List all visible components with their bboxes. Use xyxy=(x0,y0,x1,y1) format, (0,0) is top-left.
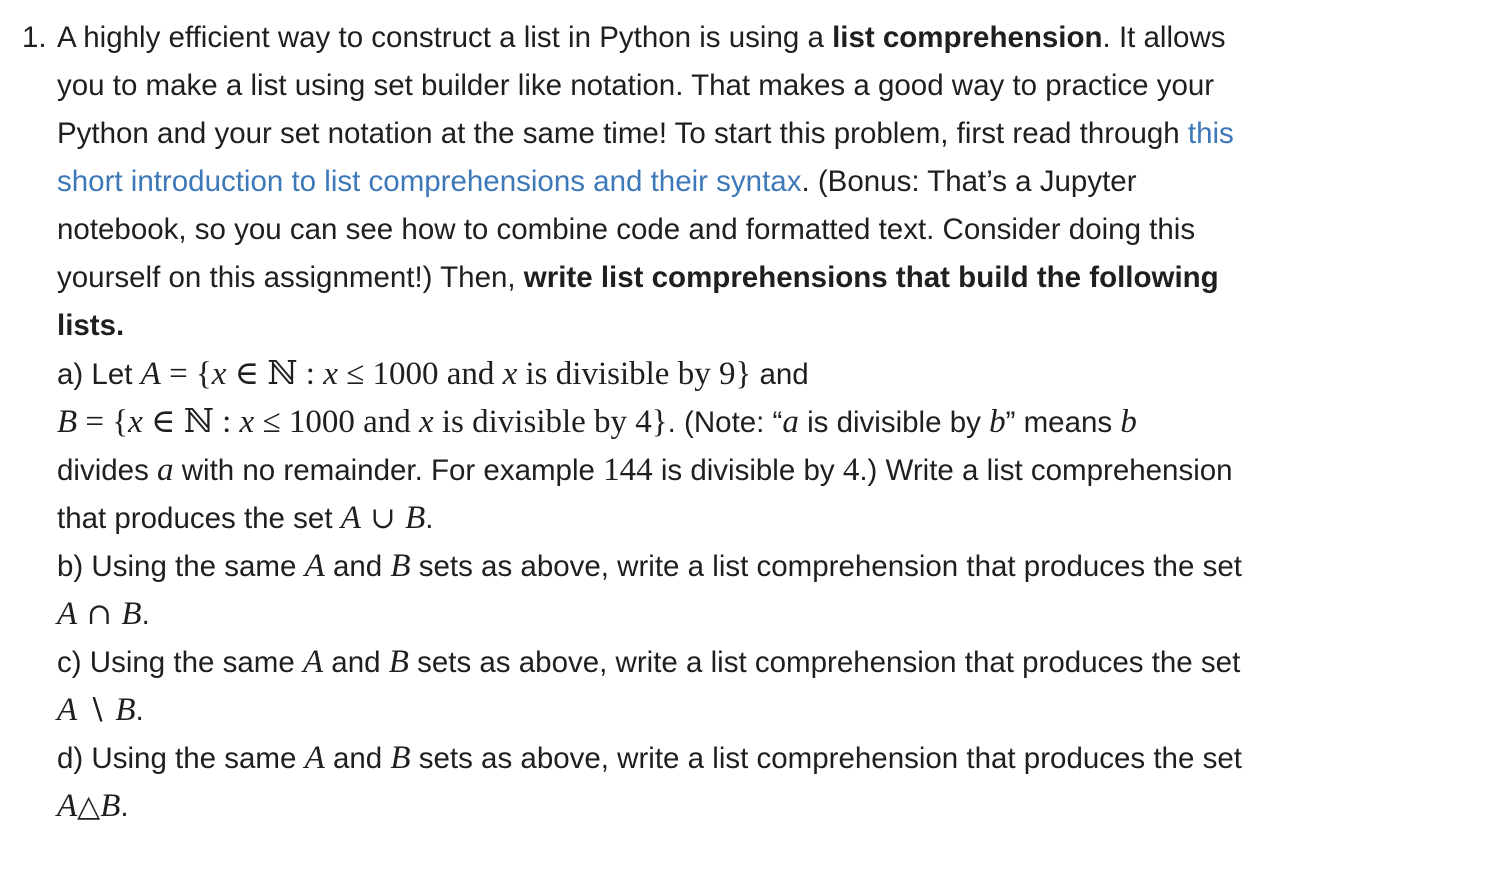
math-text: = { xyxy=(77,404,129,440)
part-a-label: a) Let xyxy=(57,358,141,391)
intro-link[interactable]: this xyxy=(1187,117,1234,150)
part-a-text: and xyxy=(751,358,809,391)
part-a-text: divides xyxy=(57,454,158,487)
math-set-b: B xyxy=(405,500,426,536)
intro-text: A highly efficient way to construct a list in Python is using a xyxy=(57,21,833,54)
part-a-line-3 xyxy=(57,446,1233,494)
math-var-b: b xyxy=(1120,404,1137,440)
part-c-line-1 xyxy=(57,638,1240,686)
intro-text: yourself on this assignment!) Then, xyxy=(57,261,524,294)
math-text: is divisible by 4} xyxy=(433,404,668,440)
math-number: 4 xyxy=(842,452,860,488)
part-a-text: with no remainder. For example xyxy=(173,454,604,487)
part-a-text: is divisible by xyxy=(798,406,990,439)
math-var-x: x xyxy=(418,404,434,440)
math-var-a: a xyxy=(782,404,799,440)
part-a-text: . (Note: “ xyxy=(667,406,783,439)
part-d-text: and xyxy=(324,742,391,775)
part-c-line-2 xyxy=(57,686,144,734)
part-a-line-2 xyxy=(57,398,1137,446)
part-d-label: d) Using the same xyxy=(57,742,305,775)
bold-instruction: write list comprehensions that build the following xyxy=(523,261,1219,294)
math-var-b: b xyxy=(989,404,1006,440)
math-number: 144 xyxy=(603,452,653,488)
part-b-line-2 xyxy=(57,590,150,638)
math-symmetric-difference: △ xyxy=(77,789,101,824)
part-b-label: b) Using the same xyxy=(57,550,305,583)
part-c-label: c) Using the same xyxy=(57,646,303,679)
intro-link[interactable]: short introduction to list comprehensions and their syntax xyxy=(57,165,802,198)
part-b-line-1 xyxy=(57,542,1242,590)
math-set-b: B xyxy=(100,788,121,824)
part-a-text: . xyxy=(425,502,434,535)
math-var-x: x xyxy=(239,404,255,440)
part-a-line-1 xyxy=(57,350,809,398)
part-a-line-4 xyxy=(57,494,433,542)
intro-line-1 xyxy=(57,14,1226,62)
intro-text: . It allows xyxy=(1102,21,1226,54)
math-set-b: B xyxy=(390,740,411,776)
part-d-line-2 xyxy=(57,782,129,830)
part-c-text: and xyxy=(323,646,389,679)
part-b-text: . xyxy=(141,598,150,631)
intro-text: Python and your set notation at the same time! To start this problem, first read through xyxy=(57,117,1188,150)
bold-term-list-comprehension: list comprehension xyxy=(832,21,1103,54)
math-set-b: B xyxy=(115,692,136,728)
math-set-b: B xyxy=(57,404,78,440)
part-d-text: . xyxy=(120,790,129,823)
intro-line-7: lists. xyxy=(57,309,125,342)
math-var-x: x xyxy=(128,404,143,440)
math-set-a: A xyxy=(57,596,78,632)
intro-line-5: notebook, so you can see how to combine code and formatted text. Consider doing this xyxy=(57,213,1196,246)
part-d-line-1 xyxy=(57,734,1242,782)
part-c-text: . xyxy=(135,694,144,727)
part-b-text: sets as above, write a list comprehension that produces the set xyxy=(410,550,1242,583)
math-set-a: A xyxy=(302,644,324,680)
math-text: = { xyxy=(160,356,212,392)
part-a-text: .) Write a list comprehension xyxy=(859,454,1233,487)
math-set-a: A xyxy=(57,788,78,824)
math-set-a: A xyxy=(304,740,325,776)
math-text: ≤ 1000 and xyxy=(254,404,419,440)
math-var-x: x xyxy=(323,356,338,392)
intro-line-3 xyxy=(57,110,1234,158)
math-set-b: B xyxy=(390,548,411,584)
math-set-difference: ∖ xyxy=(77,693,116,728)
part-a-text: that produces the set xyxy=(57,502,341,535)
part-a-text: ” means xyxy=(1005,406,1121,439)
math-var-x: x xyxy=(502,356,518,392)
math-set-a: A xyxy=(140,356,161,392)
part-d-text: sets as above, write a list comprehension that produces the set xyxy=(410,742,1242,775)
math-var-x: x xyxy=(211,356,227,392)
math-set-b: B xyxy=(121,596,142,632)
math-text: is divisible by 9} xyxy=(517,356,752,392)
math-text: ∈ ℕ : xyxy=(142,404,240,440)
part-c-text: sets as above, write a list comprehension that produces the set xyxy=(408,646,1241,679)
math-text: ∈ ℕ : xyxy=(226,356,324,392)
math-var-a: a xyxy=(157,452,174,488)
math-text: ≤ 1000 and xyxy=(337,356,503,392)
intro-line-2: you to make a list using set builder like notation. That makes a good way to practice your xyxy=(57,69,1215,102)
math-set-a: A xyxy=(57,692,78,728)
intro-text: . (Bonus: That’s a Jupyter xyxy=(801,165,1137,198)
math-union: ∪ xyxy=(360,501,406,536)
math-set-b: B xyxy=(388,644,409,680)
math-set-a: A xyxy=(304,548,325,584)
math-set-a: A xyxy=(340,500,361,536)
part-b-text: and xyxy=(324,550,391,583)
math-intersection: ∩ xyxy=(77,597,122,632)
intro-line-6 xyxy=(57,254,1219,302)
intro-line-4 xyxy=(57,158,1137,206)
part-a-text: is divisible by xyxy=(652,454,843,487)
item-number: 1. xyxy=(22,21,47,54)
